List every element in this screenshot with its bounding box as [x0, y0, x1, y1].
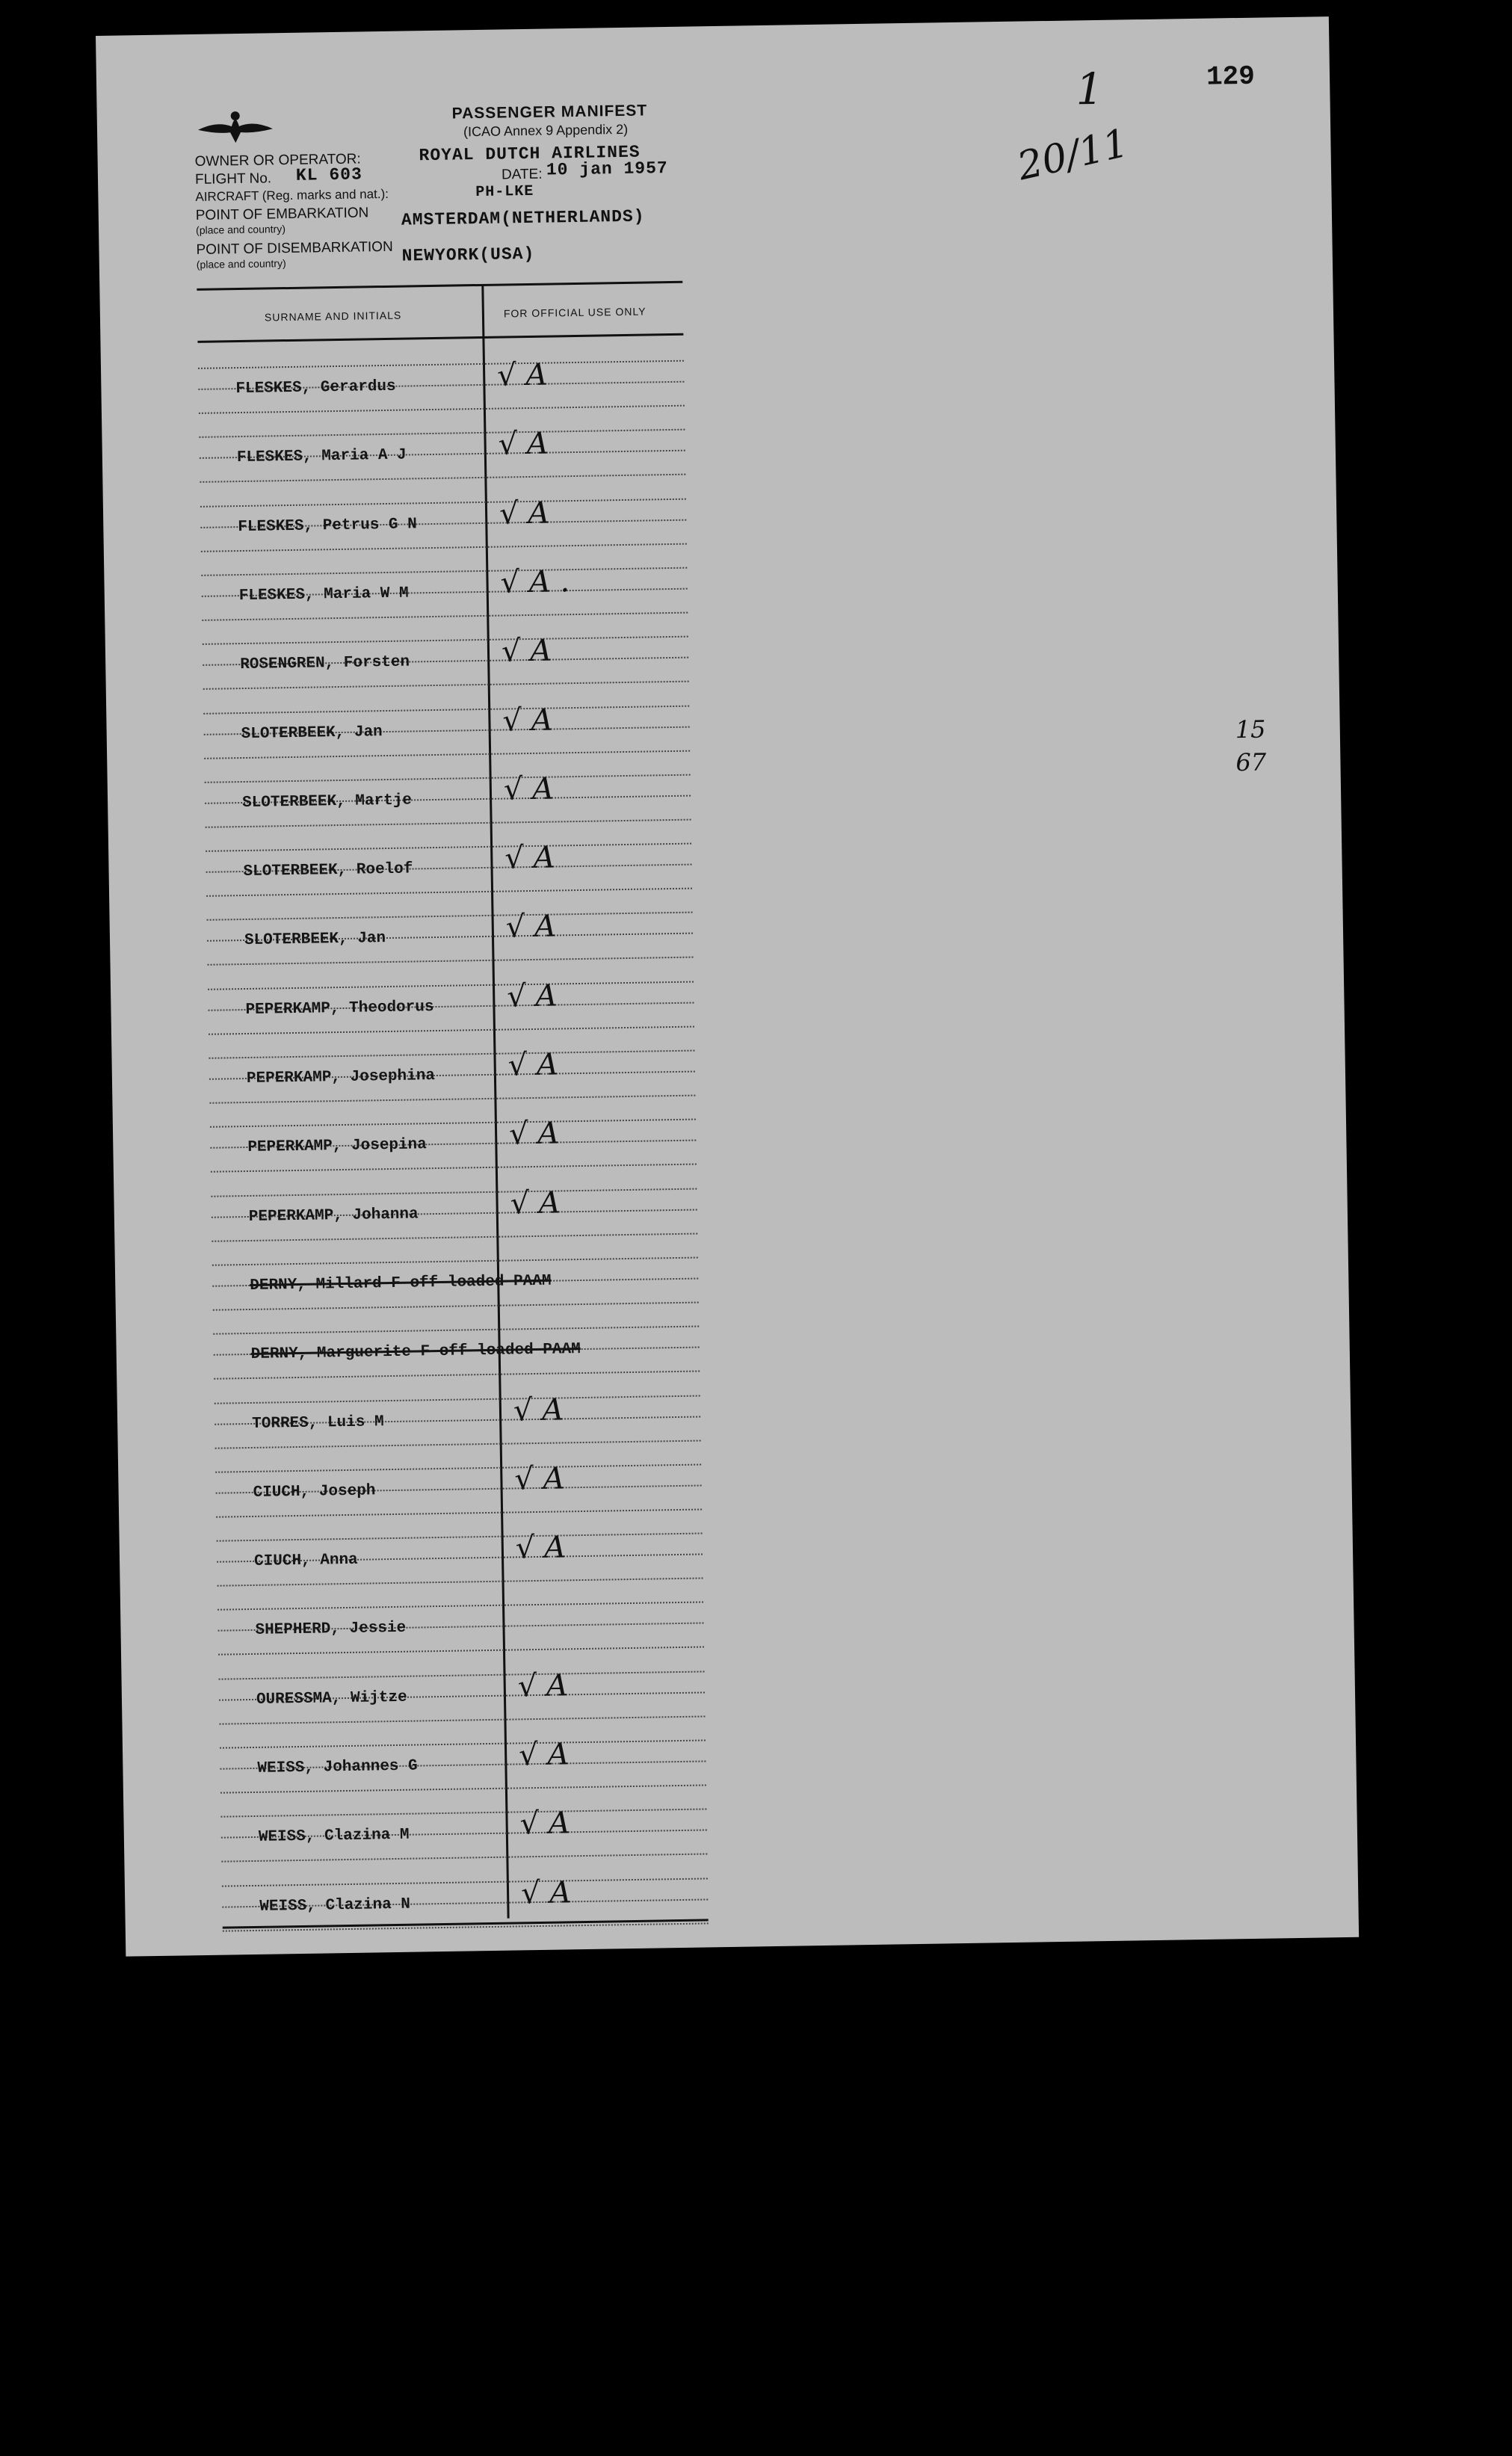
- row-dotted-line: [209, 1050, 694, 1059]
- passenger-name: SLOTERBEEK, Jan: [244, 930, 386, 950]
- passenger-row: [215, 1444, 702, 1521]
- passenger-row: [217, 1582, 704, 1659]
- official-check-mark: √ A: [499, 496, 550, 531]
- official-check-mark: √ A: [496, 357, 548, 393]
- row-dotted-line: [208, 981, 694, 990]
- aircraft-value: PH-LKE: [475, 182, 534, 202]
- passenger-name: TORRES, Luis M: [252, 1413, 384, 1433]
- column-official-header: FOR OFFICIAL USE ONLY: [503, 305, 647, 320]
- row-dotted-line: [211, 1188, 697, 1197]
- official-check-mark: √ A: [503, 771, 555, 807]
- row-dotted-line: [222, 1878, 708, 1886]
- passenger-row: [204, 754, 691, 831]
- passenger-name: CIUCH, Joseph: [253, 1482, 376, 1502]
- official-check-mark: √ A: [518, 1737, 570, 1773]
- row-dotted-line: [219, 1670, 705, 1679]
- embarkation-label: POINT OF EMBARKATION: [195, 205, 369, 223]
- passenger-name: WEISS, Clazina N: [259, 1895, 411, 1916]
- official-check-mark: √ A: [504, 840, 555, 876]
- passenger-name: OURESSMA, Wijtze: [256, 1688, 407, 1709]
- passenger-name: CIUCH, Anna: [253, 1551, 358, 1571]
- row-dotted-line: [215, 1395, 700, 1404]
- passenger-name: FLESKES, Petrus G N: [238, 515, 417, 536]
- passenger-name: FLESKES, Gerardus: [235, 377, 396, 398]
- airline-logo-icon: [194, 105, 277, 151]
- passenger-row: [218, 1651, 705, 1728]
- row-dotted-line: [220, 1739, 706, 1748]
- passenger-row: [211, 1168, 697, 1245]
- passenger-row: [203, 685, 690, 762]
- passenger-row: [210, 1099, 697, 1176]
- row-dotted-line: [199, 429, 685, 438]
- disembarkation-value: NEWYORK(USA): [401, 244, 535, 266]
- passenger-name: SLOTERBEEK, Martje: [241, 792, 413, 812]
- row-dotted-line: [203, 636, 688, 645]
- official-check-mark: √ A: [520, 1875, 572, 1910]
- header-top-rule: [197, 281, 682, 291]
- passenger-name: WEISS, Clazina M: [258, 1827, 410, 1847]
- official-check-mark: √ A: [501, 633, 552, 669]
- row-dotted-line: [217, 1533, 703, 1542]
- official-check-mark: √ A: [510, 1185, 561, 1221]
- official-check-mark: √ A: [513, 1392, 564, 1428]
- passenger-name: PEPERKAMP, Johanna: [248, 1206, 419, 1226]
- passenger-row: [212, 1237, 698, 1314]
- passenger-name: FLESKES, Maria A J: [236, 446, 407, 467]
- passenger-row: [209, 1031, 695, 1108]
- row-dotted-line: [217, 1602, 703, 1611]
- passenger-row: [216, 1514, 703, 1590]
- official-check-mark: √ A: [507, 1047, 559, 1083]
- passenger-row: [206, 892, 693, 969]
- passenger-row: [206, 824, 692, 901]
- official-check-mark: √ A: [506, 978, 558, 1014]
- embarkation-value: AMSTERDAM(NETHERLANDS): [401, 206, 645, 230]
- official-check-mark: √ A: [514, 1461, 565, 1497]
- row-dotted-line: [207, 912, 693, 921]
- handwritten-one: 1: [1075, 63, 1104, 115]
- date-label: DATE:: [501, 166, 543, 183]
- passenger-name: PEPERKAMP, Theodorus: [245, 998, 434, 1019]
- passenger-row: [220, 1789, 707, 1866]
- row-dotted-line: [198, 360, 684, 369]
- passenger-row: [198, 341, 685, 418]
- row-dotted-line: [206, 843, 691, 852]
- row-dotted-line: [220, 1809, 706, 1818]
- row-dotted-line: [212, 1256, 698, 1265]
- passenger-row: [208, 961, 694, 1038]
- disembarkation-label: POINT OF DISEMBARKATION: [196, 238, 393, 258]
- passenger-row: [214, 1375, 700, 1452]
- manifest-subtitle: (ICAO Annex 9 Appendix 2): [463, 121, 629, 140]
- passenger-name: FLESKES, Maria W M: [238, 584, 409, 605]
- flight-value: KL 603: [295, 164, 362, 185]
- manifest-title: PASSENGER MANIFEST: [451, 102, 648, 123]
- official-check-mark: √ A: [505, 909, 557, 945]
- handwritten-fraction: 20/11: [1013, 120, 1133, 190]
- flight-label: FLIGHT No.: [194, 170, 272, 188]
- official-check-mark: √ A: [508, 1116, 560, 1152]
- passenger-name: SLOTERBEEK, Roelof: [243, 860, 413, 881]
- passenger-row: [200, 478, 686, 555]
- passenger-row: [202, 617, 688, 694]
- passenger-name: ROSENGREN, Forsten: [240, 653, 410, 674]
- column-names-header: SURNAME AND INITIALS: [264, 309, 402, 324]
- date-value: 10 jan 1957: [546, 158, 668, 180]
- official-check-mark: √ A: [515, 1530, 567, 1566]
- passenger-name: PEPERKAMP, Josephina: [246, 1067, 436, 1087]
- passenger-name: SHEPHERD, Jessie: [255, 1620, 407, 1640]
- disembarkation-sub: (place and country): [196, 257, 286, 271]
- handwritten-side-note: 15 67: [1235, 715, 1267, 777]
- owner-value: ROYAL DUTCH AIRLINES: [419, 142, 641, 166]
- official-check-mark: √ A .: [500, 564, 570, 600]
- passenger-row: [201, 548, 688, 625]
- official-check-mark: √ A: [517, 1668, 569, 1704]
- aircraft-label: AIRCRAFT (Reg. marks and nat.):: [195, 186, 389, 204]
- row-dotted-line: [213, 1326, 699, 1335]
- row-dotted-line: [203, 705, 689, 714]
- official-check-mark: √ A: [502, 703, 553, 738]
- embarkation-sub: (place and country): [195, 223, 286, 236]
- passenger-name: DERNY, Marguerite F off loaded PAAM: [250, 1341, 581, 1364]
- passenger-row: [220, 1720, 706, 1797]
- passenger-row: [199, 410, 685, 487]
- passenger-name: DERNY, Millard F off loaded PAAM: [250, 1272, 552, 1295]
- row-dotted-line: [205, 774, 691, 783]
- official-check-mark: √ A: [498, 426, 549, 462]
- row-dotted-line: [215, 1463, 701, 1472]
- owner-label: OWNER OR OPERATOR:: [194, 151, 361, 170]
- passenger-row: [213, 1306, 700, 1383]
- row-dotted-line: [200, 498, 686, 507]
- row-dotted-line: [201, 567, 687, 576]
- official-check-mark: √ A: [519, 1806, 571, 1842]
- passenger-name: SLOTERBEEK, Jan: [241, 723, 383, 743]
- passenger-name: WEISS, Johannes G: [257, 1757, 418, 1777]
- row-dotted-line: [210, 1119, 696, 1128]
- page-number: 129: [1206, 61, 1256, 93]
- passenger-name: PEPERKAMP, Josepina: [247, 1136, 427, 1157]
- manifest-page: [96, 16, 1359, 1957]
